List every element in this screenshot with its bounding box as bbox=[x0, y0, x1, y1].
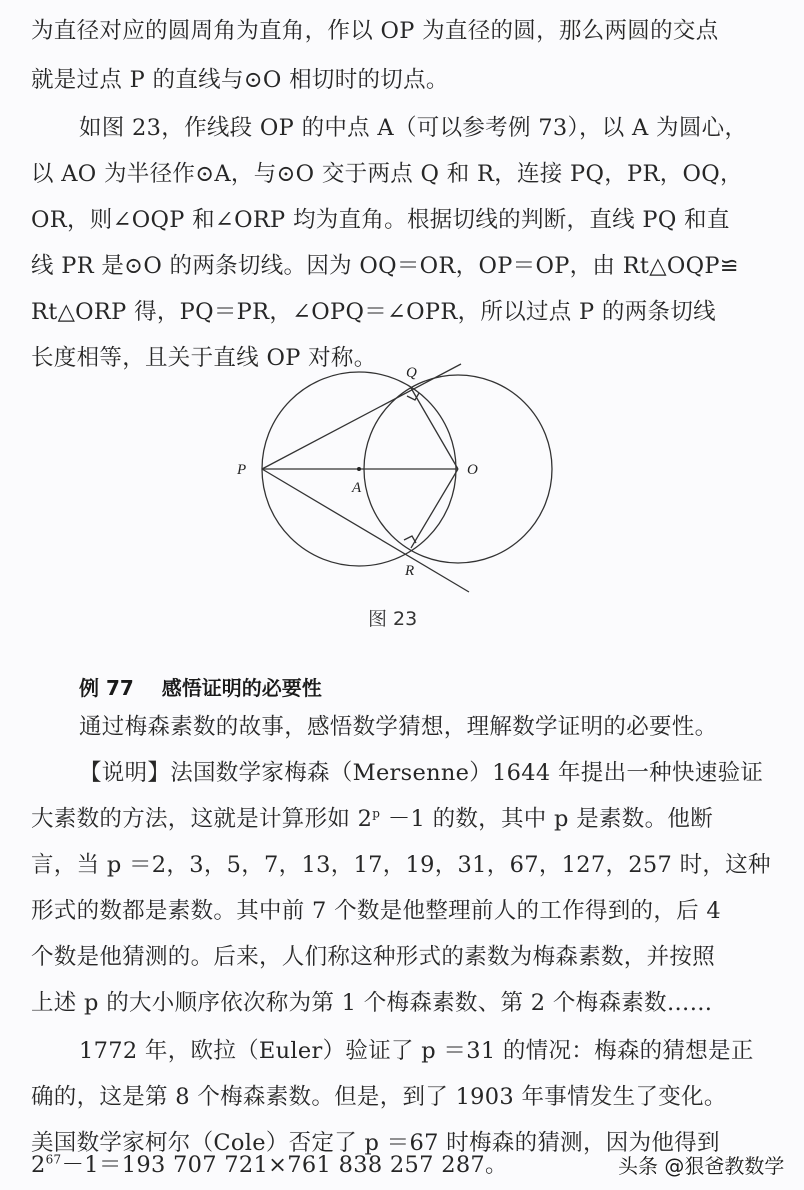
example-title: 感悟证明的必要性 bbox=[161, 676, 322, 700]
explanation-line3: 言，当 p ＝2，3，5，7，13，17，19，31，67，127，257 时，这种 bbox=[31, 852, 771, 878]
figure-caption: 图 23 bbox=[368, 608, 418, 630]
paragraph2-line3: OR，则∠OQP 和∠ORP 均为直角。根据切线的判断，直线 PQ 和直 bbox=[31, 207, 730, 233]
explanation-line1: 【说明】法国数学家梅森（Mersenne）1644 年提出一种快速验证 bbox=[79, 760, 764, 786]
label-o: O bbox=[467, 462, 478, 478]
point-a bbox=[357, 467, 361, 471]
paragraph2-line5: Rt△ORP 得，PQ＝PR，∠OPQ＝∠OPR，所以过点 P 的两条切线 bbox=[31, 299, 716, 325]
label-p: P bbox=[237, 462, 247, 478]
example-heading bbox=[79, 674, 322, 702]
label-r: R bbox=[405, 563, 415, 579]
explanation-line2-post: －1 的数，其中 p 是素数。他断 bbox=[380, 806, 713, 832]
explanation-line5: 个数是他猜测的。后来，人们称这种形式的素数为梅森素数，并按照 bbox=[31, 944, 716, 970]
geometry-diagram bbox=[230, 350, 590, 600]
paragraph1-line1: 为直径对应的圆周角为直角，作以 OP 为直径的圆，那么两圆的交点 bbox=[31, 18, 719, 44]
watermark: 头条 @狠爸教数学 bbox=[618, 1154, 785, 1178]
paragraph2-line4: 线 PR 是⊙O 的两条切线。因为 OQ＝OR，OP＝OP，由 Rt△OQP≌ bbox=[31, 253, 739, 279]
explanation-line6: 上述 p 的大小顺序依次称为第 1 个梅森素数、第 2 个梅森素数…… bbox=[31, 990, 713, 1016]
tangent-pq bbox=[262, 364, 461, 469]
history-line3: 美国数学家柯尔（Cole）否定了 p ＝67 时梅森的猜测，因为他得到 bbox=[31, 1130, 720, 1156]
explanation-line2 bbox=[31, 804, 771, 834]
example-intro: 通过梅森素数的故事，感悟数学猜想，理解数学证明的必要性。 bbox=[79, 714, 718, 740]
label-a: A bbox=[352, 480, 362, 496]
label-q: Q bbox=[406, 365, 417, 381]
paragraph2-line6: 长度相等，且关于直线 OP 对称。 bbox=[31, 345, 377, 371]
exponent-p: p bbox=[372, 806, 381, 821]
explanation-line2-pre: 大素数的方法，这就是计算形如 2 bbox=[31, 806, 373, 832]
history-line1: 1772 年，欧拉（Euler）验证了 p ＝31 的情况：梅森的猜想是正 bbox=[79, 1038, 754, 1064]
history-line2: 确的，这是第 8 个梅森素数。但是，到了 1903 年事情发生了变化。 bbox=[31, 1084, 727, 1110]
history-line4-base: 2 bbox=[31, 1152, 46, 1178]
exponent-67: 67 bbox=[45, 1152, 62, 1167]
paragraph1-line2: 就是过点 P 的直线与⊙O 相切时的切点。 bbox=[31, 67, 449, 93]
segment-or bbox=[411, 469, 458, 548]
paragraph2-line2: 以 AO 为半径作⊙A，与⊙O 交于两点 Q 和 R，连接 PQ，PR，OQ， bbox=[31, 161, 743, 187]
paragraph2-line1: 如图 23，作线段 OP 的中点 A（可以参考例 73），以 A 为圆心， bbox=[79, 115, 748, 141]
history-line4-post: －1＝193 707 721×761 838 257 287。 bbox=[61, 1152, 508, 1178]
example-number: 例 77 bbox=[79, 676, 134, 700]
segment-oq bbox=[411, 388, 458, 469]
explanation-line4: 形式的数都是素数。其中前 7 个数是他整理前人的工作得到的，后 4 bbox=[31, 898, 721, 924]
